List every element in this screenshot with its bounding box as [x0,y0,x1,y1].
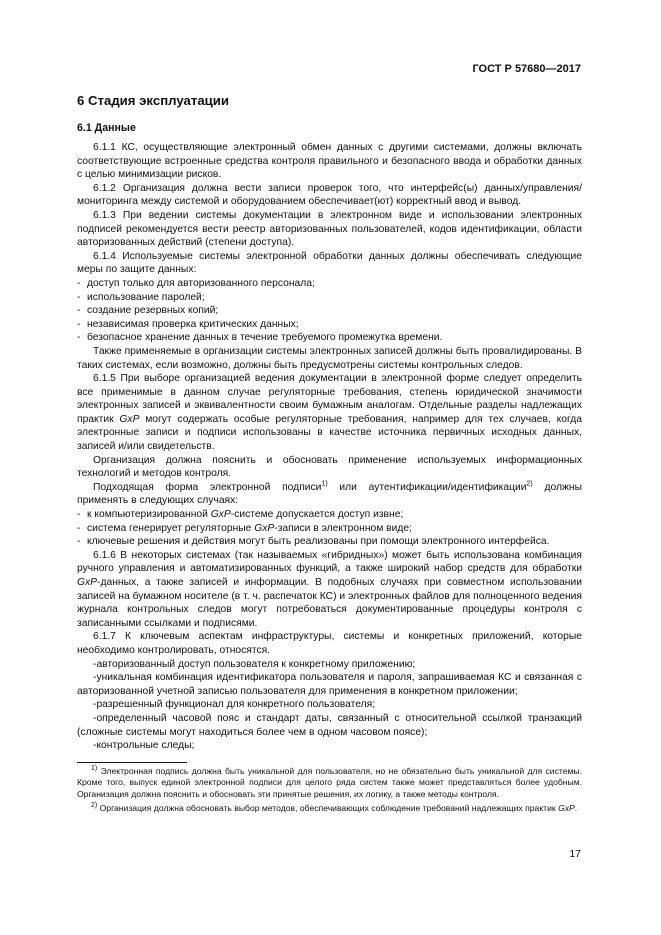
list-item: - к компьютеризированной GxP-системе допускается доступ извне; [77,509,404,521]
footnotes [77,766,582,818]
paragraph-6-1-3: 6.1.3 При ведении системы документации в электронном виде и использовании электронных подписей рекомендуется вести реестр авторизованных пользователей, кодов идентификации, области авторизованных действий (степени доступа). [77,209,582,249]
list-item: -разрешенный функционал для конкретного пользователя; [93,699,376,711]
list-item: -авторизованный доступ пользователя к конкретному приложению; [93,658,416,670]
list-item: - ключевые решения и действия могут быть реализованы при помощи электронного интерфейса. [77,536,550,548]
list-item: -уникальная комбинация идентификатора пользователя и пароля, запрашиваемая КС и связанная с авторизованной учетной записью пользователя для применения в конкретном приложении; [77,672,582,697]
footnote-ref-2: 2) [526,480,533,488]
list-item: - система генерирует регуляторные GxP-записи в электронном виде; [77,522,412,534]
paragraph-signature: Подходящая форма электронной подписи$^{1)}$ или аутентификации/идентификации$^{2)}$ должны применять в следующих случаях: [77,480,582,507]
section-title: 6 Стадия эксплуатации [77,93,229,108]
footnote-2: $^{2)}$ Организация должна обосновать выбор методов, обеспечивающих соблюдение требований надлежащих практик GxP. [91,802,578,814]
list-item: -определенный часовой пояс и стандарт даты, связанный с относительной ссылкой транзакций (сложные системы могут находиться более чем в одном часовом поясе); [77,712,582,738]
paragraph-6-1-1: 6.1.1 КС, осуществляющие электронный обмен данных с другими системами, должны включать соответствующие встроенные средства контроля правильного и безопасного ввода и обработки данных с целью минимизации рисков. [77,142,582,181]
list-item: -контрольные следы; [93,740,195,752]
paragraph-6-1-2: 6.1.2 Организация должна вести записи проверок того, что интерфейс(ы) данных/управления/мониторинга между системой и оборудованием обеспечивает(ют) корректный ввод и вывод. [77,182,582,208]
paragraph-justification: Организация должна пояснить и обосновать применение используемых информационных технологий и методов контроля. [77,454,582,480]
paragraph-6-1-5: 6.1.5 При выборе организацией ведения документации в электронной форме следует определить все применимые в данном случае регуляторные требования, степень юридической значимости электронных записей и эквивалентности своим бумажным аналогам. Отдельные разделы надлежащих практик GxP могут содержать особые регуляторные требования, например для тех случаев, когда электронные записи и подписи использованы в качестве источника первичных исходных данных, записей и/или свидетельств. [77,373,583,453]
document-code: ГОСТ Р 57680—2017 [472,63,581,75]
paragraph-6-1-4: 6.1.4 Используемые системы электронной обработки данных должны обеспечивать следующие меры по защите данных: [77,250,582,276]
list-item: - безопасное хранение данных в течение требуемого промежутка времени. [77,332,443,344]
list-item: - создание резервных копий; [77,305,219,317]
list-item: - использование паролей; [77,291,205,303]
page-number: 17 [569,848,581,860]
main-content [77,93,582,753]
paragraph-6-1-7: 6.1.7 К ключевым аспектам инфраструктуры, системы и конкретных приложений, которые необходимо контролировать, относятся. [77,631,582,656]
paragraph-validation: Также применяемые в организации системы электронных записей должны быть провалидированы. В таких системах, если возможно, должны быть предусмотрены системы контрольных следов. [77,345,582,371]
list-item: - независимая проверка критических данных; [77,318,299,330]
list-item: - доступ только для авторизованного персонала; [77,277,315,289]
subsection-title: 6.1 Данные [77,122,136,134]
footnote-1: $^{1)}$ Электронная подпись должна быть уникальной для пользователя, но не обязательно быть уникальной для системы. Кроме того, выпуск единой электронной подписи для целого ряда систем также может представляться более удобным. Организация должна пояснить и обосновать эти принятые решения, их логику, а также методы контроля. [77,765,582,799]
footnote-divider [77,762,187,763]
footnote-ref-1: 1) [321,480,328,488]
paragraph-6-1-6: 6.1.6 В некоторых системах (так называемых «гибридных») может быть использована комбинация ручного управления и автоматизированных функций, а также широкий набор средств для обработки GxP-данных, а также записей и информации. В подобных случаях при совместном использовании записей на бумажном носителе (в т. ч. распечаток КС) и электронных файлов для полноценного ведения журнала контрольных следов могут потребоваться документированные процедуры контроля с записанными ссылками и подписями. [77,549,582,629]
